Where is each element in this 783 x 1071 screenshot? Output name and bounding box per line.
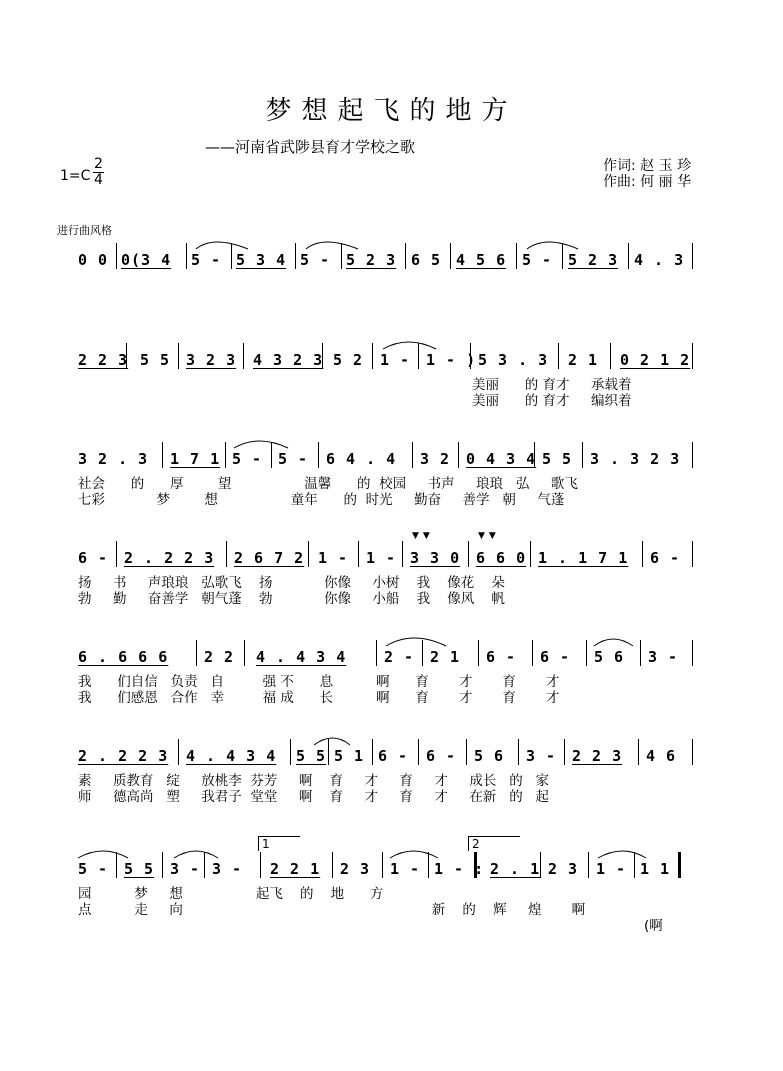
measure: 2 . 2 2 3	[124, 549, 215, 567]
measure: 1 -	[366, 549, 397, 567]
measure: 4 . 4 3 4	[186, 747, 277, 765]
volta-2: 2	[468, 836, 520, 851]
notes-row	[78, 648, 694, 706]
measure: 2 3	[340, 860, 371, 878]
measure: 4 5 6	[456, 251, 507, 269]
lyrics-verse-1: 素 质教育 绽 放桃李 芬芳 啊 育 才 育 才 成长 的 家	[78, 773, 550, 789]
barline	[692, 541, 693, 567]
measure: 5 -	[232, 450, 263, 468]
measure: 6 . 6 6 6	[78, 648, 169, 666]
measure: 3 -	[212, 860, 243, 878]
measure: 5 3 . 3	[478, 351, 549, 369]
barline	[468, 541, 469, 567]
measure: 5 6	[474, 747, 505, 765]
measure: 3 2	[420, 450, 451, 468]
measure: 6 -	[426, 747, 457, 765]
measure: 3 2 3	[186, 351, 237, 369]
lyrics-extra: (啊	[644, 918, 663, 934]
measure: 6 5	[411, 251, 442, 269]
measure: 5 -	[278, 450, 309, 468]
measure: 1 - )	[426, 351, 477, 369]
measure: 6 -	[650, 549, 681, 567]
ties	[78, 337, 694, 357]
measure: 5 2 3	[346, 251, 397, 269]
measure: 5 -	[191, 251, 222, 269]
measure: 1 1	[640, 860, 671, 878]
lyrics-verse-1: 我 们自信 负责 自 强 不 息 啊 育 才 育 才	[78, 674, 560, 690]
measure: 4 . 4 3 4	[256, 648, 347, 666]
barline	[530, 541, 531, 567]
accent-marks: ▼▼	[478, 531, 500, 541]
composer-credit: 作曲: 何 丽 华	[603, 174, 692, 190]
measure: 0 0	[78, 251, 109, 269]
measure: 6 4 . 4	[326, 450, 397, 468]
measure: 2 2	[204, 648, 235, 666]
measure: 4 3 2 3	[253, 351, 324, 369]
lyrics-verse-2: 点 走 向 新 的 辉 煌 啊	[78, 902, 586, 918]
ties	[78, 634, 694, 654]
lyrics-verse-1: 园 梦 想 起飞 的 地 方	[78, 886, 384, 902]
measure: 5 -	[522, 251, 553, 269]
measure: 5 6	[594, 648, 625, 666]
measure: 1 . 1 7 1	[538, 549, 629, 567]
accent-marks: ▼▼	[412, 531, 434, 541]
key-signature: 1=C	[60, 168, 91, 184]
measure: 5 3 4	[236, 251, 287, 269]
measure: 5 2	[333, 351, 364, 369]
measure: 3 -	[170, 860, 201, 878]
barline	[358, 541, 359, 567]
notes-row	[78, 531, 694, 607]
barline	[308, 541, 309, 567]
measure: 2 2 3	[78, 351, 129, 369]
measure: 6 -	[378, 747, 409, 765]
lyrics-verse-2: 七彩 梦 想 童年 的 时光 勤奋 善学 朝 气蓬	[78, 492, 565, 508]
notes-row	[78, 450, 694, 508]
measure: 1 7 1	[170, 450, 221, 468]
style-note: 进行曲风格	[57, 224, 112, 237]
song-title: 梦想起飞的地方	[265, 96, 518, 126]
measure: 5 1	[334, 747, 365, 765]
time-signature-bottom: 4	[94, 172, 103, 188]
volta-1: 1	[258, 836, 300, 851]
ties	[78, 846, 694, 866]
measure: 1 -	[596, 860, 627, 878]
notes-row	[78, 251, 694, 275]
lyrics-verse-2: 美丽 的 育才 编织着	[472, 393, 632, 409]
ties	[78, 237, 694, 257]
measure: 1 - :	[434, 860, 485, 878]
measure: 0 4 3 4	[466, 450, 537, 468]
measure: 5 -	[78, 860, 109, 878]
measure: 2 . 2 2 3	[78, 747, 169, 765]
measure: 2 3	[548, 860, 579, 878]
measure: 5 -	[300, 251, 331, 269]
measure: 5 5	[140, 351, 171, 369]
barline	[116, 541, 117, 567]
measure: 2 6 7 2	[234, 549, 305, 567]
barline	[642, 541, 643, 567]
measure: 4 . 3	[634, 251, 685, 269]
measure: 3 2 . 3	[78, 450, 149, 468]
measure: 6 -	[78, 549, 109, 567]
measure: 3 . 3 2 3	[590, 450, 681, 468]
measure: 1 -	[390, 860, 421, 878]
measure: 2 . 1	[490, 860, 541, 878]
measure: 5 5	[296, 747, 327, 765]
credits	[603, 158, 691, 190]
measure: 1 -	[380, 351, 411, 369]
notes-row	[78, 747, 694, 805]
measure: 6 -	[540, 648, 571, 666]
measure: 6 -	[486, 648, 517, 666]
lyrics-verse-1: 美丽 的 育才 承载着	[472, 377, 632, 393]
measure: 3 -	[648, 648, 679, 666]
barline	[402, 541, 403, 567]
measure: 2 2 3	[572, 747, 623, 765]
ties	[78, 436, 694, 456]
lyrics-verse-2: 我 们感恩 合作 幸 福 成 长 啊 育 才 育 才	[78, 690, 560, 706]
measure: 5 2 3	[568, 251, 619, 269]
lyricist-credit: 作词: 赵 玉 珍	[603, 158, 692, 174]
time-signature-top: 2	[94, 156, 103, 172]
lyrics-verse-2: 勃 勤 奋善学 朝气蓬 勃 你像 小船 我 像风 帆	[78, 591, 505, 607]
measure: 2 -	[384, 648, 415, 666]
song-subtitle: ——河南省武陟县育才学校之歌	[205, 138, 416, 156]
measure: 2 2 1	[270, 860, 321, 878]
notes-row	[78, 837, 694, 934]
measure: 3 -	[526, 747, 557, 765]
notes-row	[78, 351, 694, 409]
barline	[226, 541, 227, 567]
measure: 5 5	[542, 450, 573, 468]
measure: 2 1	[430, 648, 461, 666]
measure: 4 6	[646, 747, 677, 765]
measure: 1 -	[318, 549, 349, 567]
measure: 6 6 0	[476, 549, 527, 567]
lyrics-verse-1: 社会 的 厚 望 温馨 的 校园 书声 琅琅 弘 歌飞	[78, 476, 578, 492]
measure: 3 3 0	[410, 549, 461, 567]
measure: 0(3 4	[121, 251, 172, 269]
measure: 2 1	[568, 351, 599, 369]
time-signature	[93, 157, 104, 188]
lyrics-verse-2: 师 德高尚 塑 我君子 堂堂 啊 育 才 育 才 在新 的 起	[78, 789, 550, 805]
measure: 0 2 1 2	[620, 351, 691, 369]
lyrics-verse-1: 扬 书 声琅琅 弘歌飞 扬 你像 小树 我 像花 朵	[78, 575, 505, 591]
ties	[78, 733, 694, 753]
measure: 5 5	[124, 860, 155, 878]
